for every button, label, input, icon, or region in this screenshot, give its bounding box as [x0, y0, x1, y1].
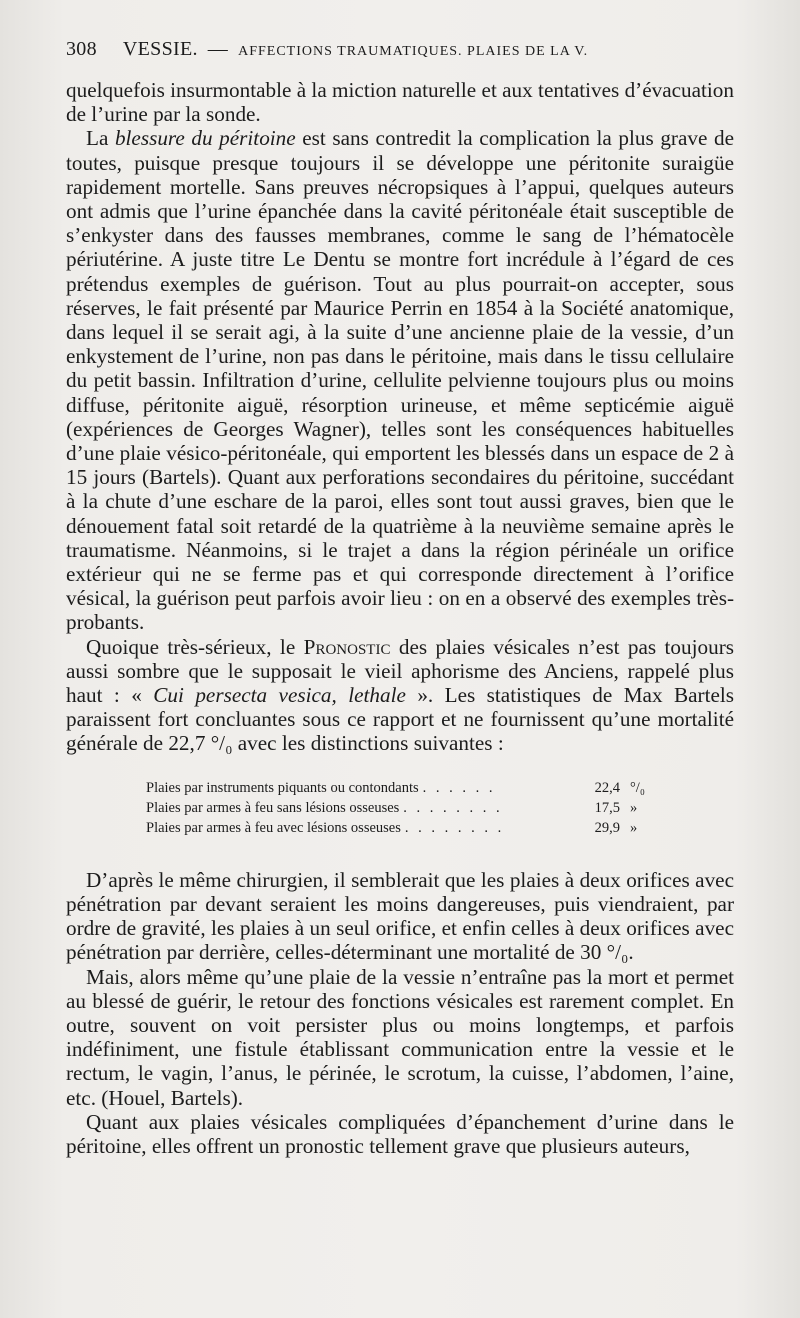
paragraph-text: Mais, alors même qu’une plaie de la vessie n’entraîne pas la mort et permet au blessé de guérir, le retour des fonctions vésicales est rarement complet. En outre, souvent on voit persister plus ou moins longtemps, et parfois indéfiniment, une fistule établissant communication entre la vessie et le rectum, le vagin, l’anus, le périnée, le scrotum, la cuisse, l’abdomen, l’aine, etc. (Houel, Bartels).: [66, 964, 734, 1110]
paragraph-lead: La: [86, 126, 115, 151]
stat-value: 17,5: [594, 799, 620, 816]
stat-leader-dots: . . . . . . . .: [404, 819, 505, 836]
paragraph-orifices: [66, 868, 734, 965]
italic-term: blessure du péritoine: [114, 126, 296, 151]
stat-value: 29,9: [594, 819, 620, 836]
paragraph-pronostic: [66, 635, 734, 756]
body-text: [66, 78, 734, 1158]
paragraph-lead: Quoique très-sérieux, le: [86, 634, 304, 659]
stat-unit: °/₀: [630, 779, 645, 796]
paragraph-fistule: [66, 965, 734, 1110]
header-title: VESSIE.: [122, 38, 198, 60]
paragraph-continuation: [66, 78, 734, 126]
latin-quote: Cui persecta vesica, lethale: [153, 683, 406, 708]
stat-label: Plaies par armes à feu sans lésions osseuses: [146, 799, 400, 816]
stat-unit: »: [630, 799, 638, 816]
smallcaps-term: Pronostic: [303, 634, 391, 659]
stat-leader-dots: . . . . . .: [422, 779, 496, 796]
stat-row: [146, 778, 666, 798]
paragraph-text: quelquefois insurmontable à la miction naturelle et aux tentatives d’évacuation de l’urine par la sonde.: [66, 78, 734, 127]
paragraph-epanchement: [66, 1110, 734, 1158]
page-number: 308: [66, 38, 97, 60]
running-header: [66, 38, 766, 78]
header-subtitle: AFFECTIONS TRAUMATIQUES. PLAIES DE LA V.: [238, 44, 589, 59]
paragraph-text: Quant aux plaies vésicales compliquées d’épanchement d’urine dans le péritoine, elles offrent un pronostic tellement grave que plusieurs auteurs,: [66, 1109, 734, 1158]
paragraph-text: ». Les statistiques de Max Bartels paraissent fort concluantes sous ce rapport et ne fournissent qu’une mortalité générale de 22,7 °/₀ avec les distinctions suivantes :: [66, 683, 734, 756]
header-dash: —: [207, 38, 229, 60]
stat-row: [146, 818, 666, 838]
stat-label: Plaies par armes à feu avec lésions osseuses: [146, 819, 401, 836]
paragraph-text: D’après le même chirurgien, il semblerait que les plaies à deux orifices avec pénétration par devant seraient les moins dangereuses, puis viendraient, par ordre de gravité, les plaies à un seul orifice, et enfin celles à deux orifices avec pénétration par derrière, celles-déterminant une mortalité de 30 °/₀.: [66, 867, 734, 965]
statistics-table: [146, 778, 666, 838]
stat-unit: »: [630, 819, 638, 836]
paragraph-text: est sans contredit la complication la plus grave de toutes, puisque presque toujours il se développe une péritonite suraigüe rapidement mortelle. Sans preuves nécropsiques à l’appui, quelques auteurs ont admis que l’urine épanchée dans la cavité péritonéale était susceptible de s’enkyster dans des fausses membranes, comme le sang de l’hématocèle périutérine. A juste titre Le Dentu se montre fort incrédule à l’égard de ces prétendus exemples de guérison. Tout au plus pourrait-on accepter, sous réserves, le fait présenté par Maurice Perrin en 1854 à la Société anatomique, dans lequel il se serait agi, à la suite d’une ancienne plaie de la vessie, d’un enkystement de l’urine, non pas dans le péritoine, mais dans le tissu cellulaire du petit bassin. Infiltration d’urine, cellulite pelvienne toujours plus ou moins diffuse, péritonite aiguë, résorption urineuse, et même septicémie aiguë (expériences de Georges Wagner), telles sont les conséquences habituelles d’une plaie vésico-péritonéale, qui emportent les blessés dans un espace de 2 à 15 jours (Bartels). Quant aux perforations secondaires du péritoine, succédant à la chute d’une eschare de la paroi, elles sont tout aussi graves, bien que le dénouement fatal soit retardé de la quatrième à la neuvième semaine après le traumatisme. Néanmoins, si le trajet a dans la région périnéale un orifice extérieur qui ne se ferme pas et qui corresponde directement à l’orifice vésical, la guérison peut parfois avoir lieu : on en a observé des exemples très-probants.: [66, 126, 734, 635]
stat-label: Plaies par instruments piquants ou contondants: [146, 779, 419, 796]
paragraph-text: des plaies vésicales n’est pas toujours aussi sombre que le supposait le vieil aphorisme des Anciens, rappelé plus haut : «: [66, 634, 734, 708]
stat-leader-dots: . . . . . . . .: [403, 799, 503, 816]
stat-row: [146, 798, 666, 818]
stat-value: 22,4: [594, 779, 620, 796]
paragraph-peritoine: [66, 126, 734, 634]
